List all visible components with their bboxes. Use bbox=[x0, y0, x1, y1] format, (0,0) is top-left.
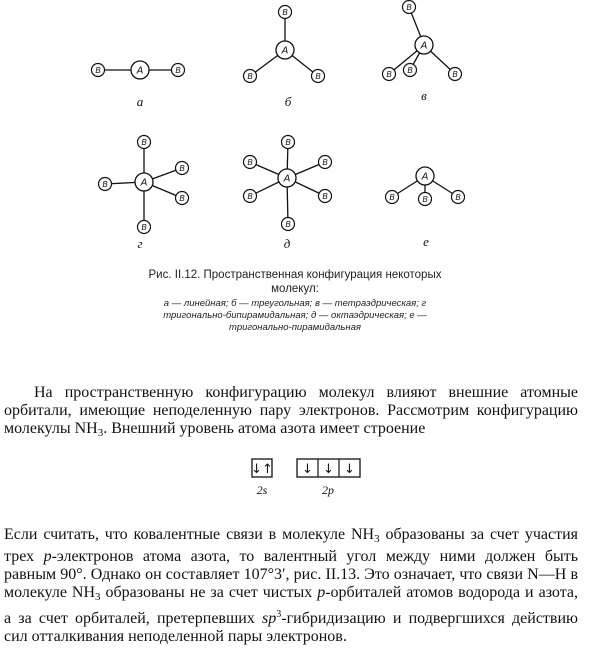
ligand-atom-label: B bbox=[179, 194, 185, 203]
sublabel-d: д bbox=[283, 236, 291, 251]
ligand-atom-label: B bbox=[285, 220, 291, 229]
orbital-2p-arrow-1: ↓ bbox=[302, 462, 313, 477]
ligand-atom-label: B bbox=[285, 138, 291, 147]
ligand-atom-label: B bbox=[95, 66, 101, 75]
paragraph-2 bbox=[4, 526, 578, 646]
ligand-atom-label: B bbox=[386, 70, 392, 79]
p2-text-3: -электронов атома азота, то валентный угол между ними должен быть равным 90°. Однако он составляет 107°3′, рис. II.13. Это означает, что связи N—H в молекуле NH bbox=[4, 548, 579, 601]
central-atom-label: A bbox=[421, 171, 429, 183]
p2-text-1: Если считать, что ковалентные связи в молекуле NH bbox=[4, 526, 375, 543]
molecular-geometry-figure bbox=[0, 0, 590, 262]
molecule-trigonal-bipyramidal bbox=[99, 136, 189, 234]
molecule-trigonal-planar bbox=[244, 6, 325, 83]
p1-subscript: 3 bbox=[97, 427, 104, 439]
caption-legend-line1: а — линейная; б — треугольная; в — тетраэдрическая; г bbox=[163, 298, 427, 309]
figure-caption-title bbox=[60, 268, 530, 296]
ligand-atom-label: B bbox=[141, 138, 147, 147]
ligand-atom-label: B bbox=[175, 66, 181, 75]
p1-text-1: На пространственную конфигурацию молекул влияют внешние атомные орбитали, имеющие неподеленную пару электронов. Рассмотрим конфигурацию молекулы NH bbox=[4, 384, 578, 437]
p2-text-2: образованы за счет участия трех bbox=[4, 526, 579, 565]
molecule-linear bbox=[92, 61, 185, 79]
central-atom-label: A bbox=[140, 177, 148, 189]
ligand-atom-label: B bbox=[282, 8, 288, 17]
orbital-2p-arrow-3: ↓ bbox=[344, 462, 355, 477]
central-atom-label: A bbox=[420, 40, 428, 52]
molecule-trigonal-pyramidal bbox=[386, 167, 465, 206]
p1-text-2: . Внешний уровень атома азота имеет строение bbox=[103, 420, 426, 437]
ligand-atom-label: B bbox=[102, 180, 108, 189]
sublabel-b: б bbox=[284, 94, 292, 109]
paragraph-1 bbox=[4, 384, 578, 442]
caption-legend-line2: тригонально-бипирамидальная; д — октаэдрическая; е — bbox=[163, 310, 427, 321]
p2-text-6: -гибридизацию и подвергшихся действию сил отталкивания неподеленной пары электронов. bbox=[4, 610, 578, 645]
orbital-2s-label: 2s bbox=[256, 483, 268, 497]
sublabel-g: г bbox=[137, 236, 143, 251]
central-atom-label: A bbox=[136, 65, 144, 77]
orbital-2p-arrow-2: ↓ bbox=[323, 462, 334, 477]
p2-text-4: образованы не за счет чистых bbox=[100, 584, 318, 601]
figure-caption-legend bbox=[60, 298, 530, 334]
molecule-octahedral bbox=[244, 136, 332, 231]
central-atom-label: A bbox=[281, 45, 289, 57]
ligand-atom-label: B bbox=[389, 193, 395, 202]
p2-italic-sp: sp bbox=[262, 610, 277, 627]
p2-superscript: 3 bbox=[276, 609, 282, 620]
sublabel-v: в bbox=[421, 88, 427, 103]
sublabel-a: а bbox=[136, 94, 144, 109]
caption-title-line1: Рис. II.12. Пространственная конфигурация некоторых bbox=[148, 269, 442, 281]
p2-text-5: -орбиталей атомов водорода и азота, а за счет орбиталей, претерпевших bbox=[4, 584, 579, 627]
ligand-atom-label: B bbox=[422, 195, 428, 204]
ligand-atom-label: B bbox=[407, 66, 413, 75]
orbital-diagram bbox=[0, 454, 590, 504]
molecule-tetrahedral bbox=[383, 1, 462, 81]
orbital-2s-arrows: ↓↑ bbox=[251, 462, 273, 477]
p2-subscript-1: 3 bbox=[374, 533, 380, 545]
p2-italic-p2: p bbox=[317, 584, 326, 601]
caption-legend-line3: тригонально-пирамидальная bbox=[229, 322, 361, 333]
caption-title-line2: молекул: bbox=[271, 283, 319, 295]
molecule-diagrams bbox=[92, 1, 465, 234]
p2-subscript-2: 3 bbox=[95, 591, 101, 603]
ligand-atom-label: B bbox=[455, 193, 461, 202]
ligand-atom-label: B bbox=[452, 70, 458, 79]
ligand-atom-label: B bbox=[141, 223, 147, 232]
sublabel-e: е bbox=[423, 234, 429, 249]
p2-italic-p: p bbox=[43, 548, 52, 565]
ligand-atom-label: B bbox=[247, 158, 253, 167]
central-atom-label: A bbox=[283, 173, 291, 185]
ligand-atom-label: B bbox=[247, 192, 253, 201]
ligand-atom-label: B bbox=[179, 164, 185, 173]
ligand-atom-label: B bbox=[322, 158, 328, 167]
ligand-atom-label: B bbox=[247, 72, 253, 81]
ligand-atom-label: B bbox=[322, 192, 328, 201]
ligand-atom-label: B bbox=[315, 72, 321, 81]
orbital-2p-label: 2p bbox=[322, 483, 334, 497]
ligand-atom-label: B bbox=[406, 3, 412, 12]
